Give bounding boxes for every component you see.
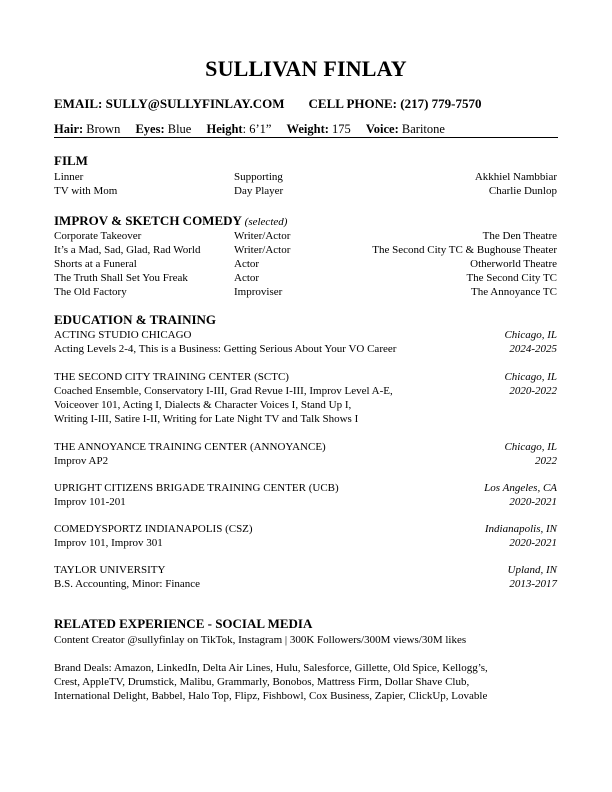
- school-dates: 2022: [535, 455, 557, 467]
- education-entry-header: [54, 563, 557, 577]
- school-dates: 2020-2021: [509, 496, 557, 508]
- credit-company: Charlie Dunlop: [488, 185, 557, 197]
- credit-company: The Den Theatre: [482, 230, 557, 242]
- credit-title: Linner: [54, 171, 84, 183]
- course-list: Voiceover 101, Acting I, Dialects & Character Voices I, Stand Up I,: [54, 399, 352, 411]
- header-divider: [54, 137, 558, 138]
- education-entry-detail: [54, 495, 557, 509]
- film-heading: FILM: [54, 153, 88, 168]
- stat-value-height: : 6’1”: [242, 122, 272, 136]
- school-name: COMEDYSPORTZ INDIANAPOLIS (CSZ): [54, 523, 253, 535]
- improv-row: [54, 257, 557, 271]
- credit-company: Otherworld Theatre: [470, 258, 557, 270]
- stat-label-weight: Weight:: [286, 122, 329, 136]
- brand-deals-line: Brand Deals: Amazon, LinkedIn, Delta Air Lines, Hulu, Salesforce, Gillette, Old Spice, Kellogg’s,: [54, 662, 488, 674]
- credit-role: Supporting: [234, 171, 283, 183]
- education-entry-header: [54, 481, 557, 495]
- credit-role: Writer/Actor: [234, 244, 291, 256]
- credit-role: Improviser: [234, 286, 283, 298]
- stat-value-weight: 175: [332, 122, 351, 136]
- education-entry-header: [54, 440, 557, 454]
- credit-role: Actor: [234, 258, 260, 270]
- school-name: ACTING STUDIO CHICAGO: [54, 329, 192, 341]
- improv-heading-text: IMPROV & SKETCH COMEDY: [54, 213, 242, 228]
- stat-label-voice: Voice:: [365, 122, 399, 136]
- education-entry-detail: [54, 454, 557, 468]
- school-location: Chicago, IL: [504, 441, 557, 453]
- related-heading: RELATED EXPERIENCE - SOCIAL MEDIA: [54, 616, 313, 631]
- credit-company: The Second City TC: [466, 272, 557, 284]
- improv-row: [54, 271, 557, 285]
- course-list: Coached Ensemble, Conservatory I-III, Grad Revue I-III, Improv Level A-E,: [54, 385, 393, 397]
- stat-value-hair: Brown: [86, 122, 121, 136]
- school-name: THE ANNOYANCE TRAINING CENTER (ANNOYANCE): [54, 441, 326, 453]
- education-entry-header: [54, 522, 557, 536]
- education-entry-detail: [54, 577, 557, 591]
- school-dates: 2020-2021: [509, 537, 557, 549]
- course-list: Improv 101, Improv 301: [54, 537, 163, 549]
- school-location: Chicago, IL: [504, 371, 557, 383]
- improv-row: [54, 243, 557, 257]
- credit-title: The Truth Shall Set You Freak: [54, 272, 188, 284]
- school-location: Indianapolis, IN: [484, 523, 557, 535]
- creator-line: Content Creator @sullyfinlay on TikTok, Instagram | 300K Followers/300M views/30M likes: [54, 634, 467, 646]
- school-dates: 2024-2025: [509, 343, 557, 355]
- credit-title: Corporate Takeover: [54, 230, 142, 242]
- school-location: Chicago, IL: [504, 329, 557, 341]
- education-entry-header: [54, 328, 557, 342]
- contact-line: [54, 96, 482, 112]
- improv-heading: [54, 213, 287, 229]
- credit-company: The Second City TC & Bughouse Theater: [372, 244, 557, 256]
- credit-role: Writer/Actor: [234, 230, 291, 242]
- improv-row: [54, 229, 557, 243]
- credit-role: Actor: [234, 272, 260, 284]
- stat-value-voice: Baritone: [401, 122, 445, 136]
- credit-title: Shorts at a Funeral: [54, 258, 137, 270]
- credit-title: TV with Mom: [54, 185, 118, 197]
- school-name: UPRIGHT CITIZENS BRIGADE TRAINING CENTER (UCB): [54, 482, 339, 494]
- school-name: THE SECOND CITY TRAINING CENTER (SCTC): [54, 371, 289, 383]
- education-heading: EDUCATION & TRAINING: [54, 312, 217, 327]
- improv-heading-note: (selected): [244, 216, 288, 228]
- stat-label-hair: Hair:: [54, 122, 84, 136]
- physical-stats: [54, 122, 445, 137]
- school-name: TAYLOR UNIVERSITY: [54, 564, 166, 576]
- credit-title: It’s a Mad, Sad, Glad, Rad World: [54, 244, 201, 256]
- email-text: EMAIL: SULLY@SULLYFINLAY.COM: [54, 96, 285, 111]
- education-entry-header: [54, 370, 557, 384]
- school-dates: 2013-2017: [509, 578, 557, 590]
- film-row: [54, 184, 557, 198]
- credit-role: Day Player: [234, 185, 284, 197]
- stat-label-eyes: Eyes:: [135, 122, 165, 136]
- school-location: Upland, IN: [507, 564, 557, 576]
- education-entry-detail: [54, 342, 557, 356]
- credit-company: Akkhiel Nambbiar: [474, 171, 557, 183]
- improv-row: [54, 285, 557, 299]
- course-list: Improv 101-201: [54, 496, 126, 508]
- school-location: Los Angeles, CA: [484, 482, 557, 494]
- course-list: Acting Levels 2-4, This is a Business: Getting Serious About Your VO Career: [54, 343, 397, 355]
- credit-title: The Old Factory: [54, 286, 127, 298]
- brand-deals-line: Crest, AppleTV, Drumstick, Malibu, Grammarly, Bonobos, Mattress Firm, Dollar Shave Club,: [54, 676, 470, 688]
- school-dates: 2020-2022: [509, 385, 557, 397]
- stat-label-height: Height: [206, 122, 243, 136]
- course-list: Writing I-III, Satire I-II, Writing for Late Night TV and Talk Shows I: [54, 413, 359, 425]
- course-list: Improv AP2: [54, 455, 109, 467]
- course-list: B.S. Accounting, Minor: Finance: [54, 578, 201, 590]
- film-row: [54, 170, 557, 184]
- phone-text: CELL PHONE: (217) 779-7570: [308, 96, 482, 111]
- education-entry-detail: [54, 384, 557, 398]
- brand-deals-line: International Delight, Babbel, Halo Top, Flipz, Fishbowl, Cox Business, Zapier, ClickUp, Lovable: [54, 690, 488, 702]
- education-entry-detail: [54, 536, 557, 550]
- stat-value-eyes: Blue: [167, 122, 192, 136]
- resume-name: SULLIVAN FINLAY: [205, 56, 407, 81]
- credit-company: The Annoyance TC: [471, 286, 557, 298]
